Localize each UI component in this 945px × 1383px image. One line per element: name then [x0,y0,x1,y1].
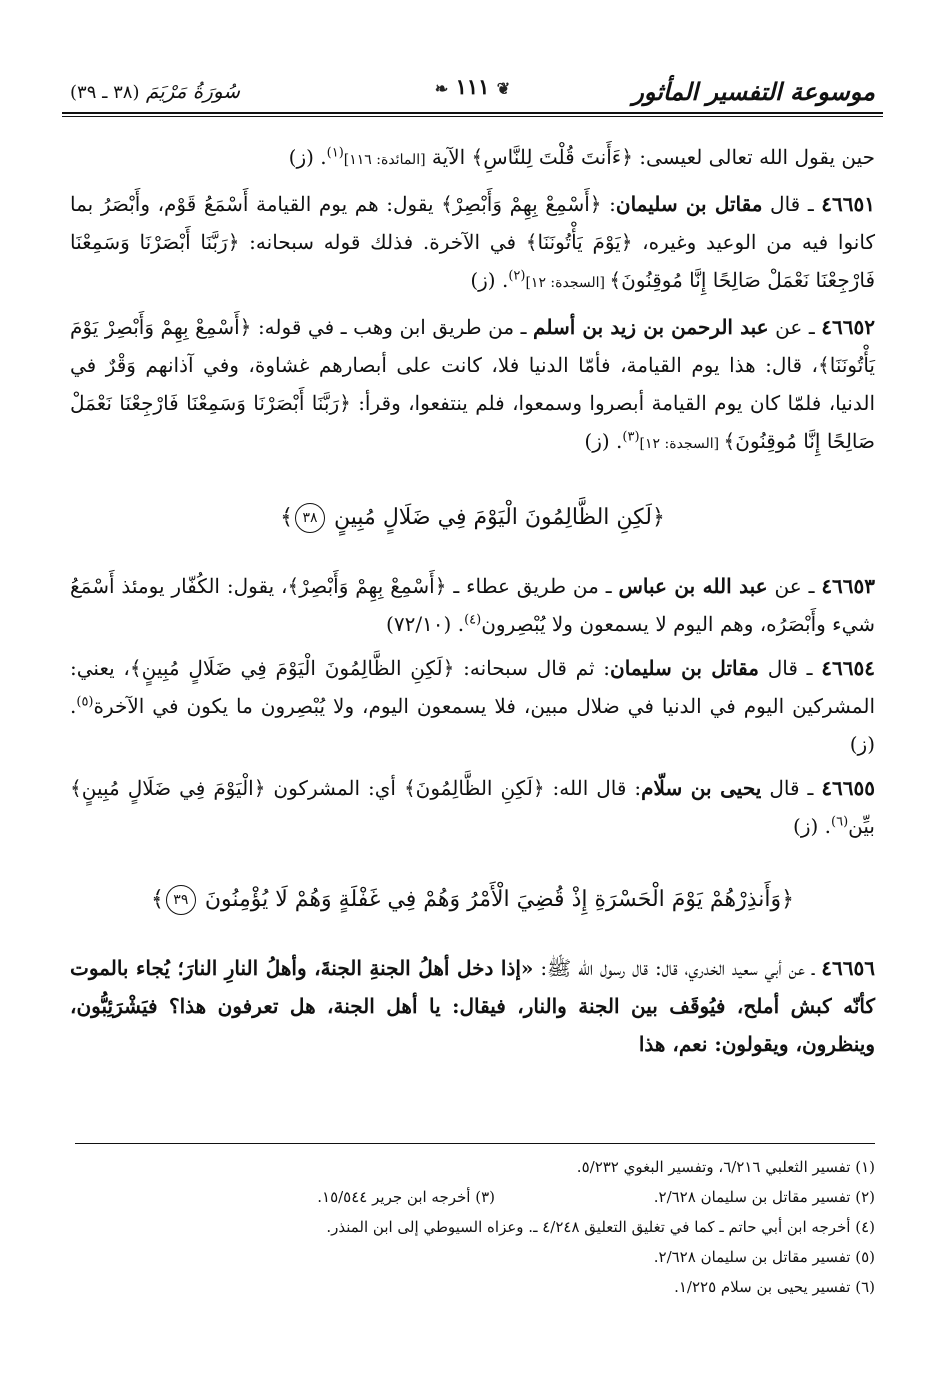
text: ـ من طريق ابن وهب ـ في قوله: [251,315,534,339]
ayah-number-badge: ٣٨ [295,503,325,533]
speaker-name: مقاتل بن سليمان [610,656,759,680]
verse-bracket: ﴾ [280,505,294,530]
entry-number: ٤٦٦٥٦ [821,956,875,980]
text: قال [767,656,798,680]
paragraph-46652: ٤٦٦٥٢ ـ عن عبد الرحمن بن زيد بن أسلم ـ من طريق ابن وهب ـ في قوله: ﴿أَسْمِعْ بِهِمْ وَأَبْصِرْ يَوْمَ يَأْتُونَنَا﴾، قال: هذا يوم القيامة، فأمّا الدنيا فلا، كانت على أبصارهم غشاوة، وفي آذانهم وَقْرٌ في الدنيا، فلمّا كان يوم القيامة أبصروا وسمعوا، فلم ينتفعوا، وقرأ: ﴿رَبَّنَا أَبْصَرْنَا وَسَمِعْنَا فَارْجِعْنَا نَعْمَلْ صَالِحًا إِنَّا مُوقِنُونَ﴾ [السجدة: ١٢]$^{(٣)}$. (ز) [70,315,875,453]
ornament-icon: ❦ [496,79,511,98]
page-header [70,68,875,114]
source-mark: . (٧٢/١٠) [386,612,465,636]
speaker-name: عبد الله بن عباس [618,574,768,598]
speaker-name: يحيى بن سلّام [641,776,762,800]
footnote-mark: (٤) [464,612,482,628]
footnote-3: (٣) أخرجه ابن جرير ١٥/٥٤٤. [317,1188,495,1206]
source-mark: . (ز) [793,814,832,838]
verse-text: ﴿لَكِنِ الظَّالِمُونَ الْيَوْمَ فِي ضَلَالٍ مُبِينٍ [334,505,665,530]
quran-quote: ﴿لَكِنِ الظَّالِمُونَ﴾ [403,776,545,800]
page-number-text: ١١١ [455,74,490,99]
entry-number: ٤٦٦٥٤ [821,656,875,680]
verse-ref: [المائدة: ١١٦] [343,152,426,168]
text: ، قال: هذا يوم القيامة، فأمّا الدنيا فلا، كانت على أبصارهم غشاوة، وفي آذانهم وَقْرٌ في الدنيا، فلمّا كان يوم القيامة أبصروا وسمعوا، فلم ينتفعوا، وقرأ: [70,353,875,415]
text: يقول: هم يوم القيامة أَسْمَعُ قَوْم، وأَبْصَرُ بما كانوا فيه من الوعيد وغيره، [70,192,875,254]
source-mark: . (ز) [288,145,327,169]
footnote-row [70,1182,875,1212]
main-content [70,138,875,1069]
paragraph-46654: ٤٦٦٥٤ ـ قال مقاتل بن سليمان: ثم قال سبحانه: ﴿لَكِنِ الظَّالِمُونَ الْيَوْمَ فِي ضَلَالٍ مُبِينٍ﴾، يعني: المشركين اليوم في الدنيا في ضلال مبين، فلا يسمعون اليوم، ولا يُبْصِرون ما يكون في الآخرة$^{(٥)}$. (ز) [70,656,875,756]
text: في الآخرة. فذلك قوله سبحانه: [239,230,526,254]
text: : [601,192,616,216]
paragraph-46656 [70,949,875,1063]
paragraph-46651: ٤٦٦٥١ ـ قال مقاتل بن سليمان: ﴿أَسْمِعْ بِهِمْ وَأَبْصِرْ﴾ يقول: هم يوم القيامة أَسْمَعُ قَوْم، وأَبْصَرُ بما كانوا فيه من الوعيد وغيره، ﴿يَوْمَ يَأْتُونَنَا﴾ في الآخرة. فذلك قوله سبحانه: ﴿رَبَّنَا أَبْصَرْنَا وَسَمِعْنَا فَارْجِعْنَا نَعْمَلْ صَالِحًا إِنَّا مُوقِنُونَ﴾ [السجدة: ١٢]$^{(٢)}$. (ز) [70,192,875,292]
text: عن [775,315,803,339]
paragraph-46655: ٤٦٦٥٥ ـ قال يحيى بن سلّام: قال الله: ﴿لَكِنِ الظَّالِمُونَ﴾ أي: المشركون ﴿الْيَوْمَ فِي ضَلَالٍ مُبِينٍ﴾ بيِّن$^{(٦)}$. (ز) [70,776,876,838]
footnote-mark: (٥) [76,694,94,710]
quran-quote: ﴿يَوْمَ يَأْتُونَنَا﴾ [525,230,633,254]
text: الآية [425,145,472,169]
text: : قال الله: [544,776,642,800]
surah-name: سُورَةُ مَرْيَمَ [145,79,241,103]
book-title: موسوعة التفسير المأثور [632,76,875,106]
quran-quote: ﴿أَسْمِعْ بِهِمْ وَأَبْصِرْ﴾ [287,574,447,598]
footnote-5: (٥) تفسير مقاتل بن سليمان ٢/٦٢٨. [653,1248,875,1266]
entry-number: ٤٦٦٥٣ [821,574,876,598]
verse-ref: [السجدة: ١٢] [525,275,610,291]
footnote-2: (٢) تفسير مقاتل بن سليمان ٢/٦٢٨. [653,1188,875,1206]
footnote-mark: (٢) [508,268,526,284]
footnote-mark: (٣) [622,429,640,445]
entry-number: ٤٦٦٥١ [821,192,875,216]
text: ، يعني: المشركين اليوم في الدنيا في ضلال مبين، فلا يسمعون اليوم، ولا يُبْصِرون ما يكون في الآخرة [70,656,875,718]
paragraph-46653: ٤٦٦٥٣ ـ عن عبد الله بن عباس ـ من طريق عطاء ـ ﴿أَسْمِعْ بِهِمْ وَأَبْصِرْ﴾، يقول: الكُفّار يومئذ أَسْمَعُ شيء وأَبْصَرُه، وهم اليوم لا يسمعون ولا يُبْصِرون$^{(٤)}$. (٧٢/١٠) [70,574,876,636]
footnote-6: (٦) تفسير يحيى بن سلام ١/٢٢٥. [674,1278,875,1296]
paragraph-continuation [70,138,875,179]
quran-quote: ﴿الْيَوْمَ فِي ضَلَالٍ مُبِينٍ﴾ [70,776,266,800]
entry-number: ٤٦٦٥٢ [821,315,875,339]
text: حين يقول الله تعالى لعيسى: [632,145,875,169]
verse-text: ﴿وَأَنذِرْهُمْ يَوْمَ الْحَسْرَةِ إِذْ قُضِيَ الْأَمْرُ وَهُمْ فِي غَفْلَةٍ وَهُمْ لَا يُؤْمِنُونَ [204,887,795,912]
speaker-name: مقاتل بن سليمان [615,192,763,216]
text: أي: المشركون [265,776,404,800]
footnote-mark: (٦) [831,814,849,830]
page-number [435,74,510,99]
quran-quote: ﴿رَبَّنَا أَبْصَرْنَا وَسَمِعْنَا فَارْجِعْنَا نَعْمَلْ صَالِحًا إِنَّا مُوقِنُونَ﴾ [70,230,875,292]
header-rule-thin [62,116,883,117]
source-mark: . (ز) [584,429,623,453]
text: قال [769,776,800,800]
text: قال [770,192,801,216]
ornament-icon: ❧ [434,79,449,98]
footnote-1: (١) تفسير الثعلبي ٦/٢١٦، وتفسير البغوي ٥/٢٣٢. [576,1158,875,1176]
ayah-number-badge: ٣٩ [166,885,196,915]
quran-quote: ﴿ءَأَنتَ قُلْتَ لِلنَّاسِ﴾ [471,145,633,169]
text: عن [774,574,802,598]
source-mark: . (ز) [470,268,509,292]
hadith-text: «إذا دخل أهلُ الجنةِ الجنةَ، وأهلُ النارِ النارَ؛ يُجاء بالموت كأنّه كبش أملح، فيُوقَف بين الجنة والنار، فيقال: يا أهل الجنة، هل تعرفون هذا؟ فيَشْرَئِبُّون، وينظرون، ويقولون: نعم، هذا [70,956,875,1056]
text: ، يقول: الكُفّار يومئذ أَسْمَعُ شيء وأَبْصَرُه، وهم اليوم لا يسمعون ولا يُبْصِرون [70,574,875,636]
header-rule [62,112,883,114]
verse-ref: [السجدة: ١٢] [639,436,724,452]
quran-quote: ﴿رَبَّنَا أَبْصَرْنَا وَسَمِعْنَا فَارْجِعْنَا نَعْمَلْ صَالِحًا إِنَّا مُوقِنُونَ﴾ [70,391,875,453]
verse-range: (٣٨ ـ ٣٩) [70,82,140,103]
verse-bracket: ﴾ [150,887,164,912]
verse-heading-38 [70,499,875,537]
footnote-mark: (١) [326,145,344,161]
footnote-rule [75,1143,875,1144]
verse-heading-39 [70,881,875,919]
quran-quote: ﴿لَكِنِ الظَّالِمُونَ الْيَوْمَ فِي ضَلَالٍ مُبِينٍ﴾ [129,656,455,680]
surah-header [70,79,240,103]
text: بيِّن [848,814,875,838]
entry-number: ٤٦٦٥٥ [821,776,876,800]
source-mark: . (ز) [70,694,875,756]
text: : ثم قال سبحانه: [454,656,611,680]
quran-quote: ﴿أَسْمِعْ بِهِمْ وَأَبْصِرْ﴾ [441,192,602,216]
text: ـ عن أبي سعيد الخدري، قال: قال رسول الله ﷺ: [533,956,815,980]
speaker-name: عبد الرحمن بن زيد بن أسلم [533,315,769,339]
quran-quote: ﴿أَسْمِعْ بِهِمْ وَأَبْصِرْ يَوْمَ يَأْتُونَنَا﴾ [70,315,875,377]
footnotes [70,1152,875,1302]
footnote-4: (٤) أخرجه ابن أبي حاتم ـ كما في تغليق التعليق ٤/٢٤٨ ـ. وعزاه السيوطي إلى ابن المنذر. [326,1218,875,1236]
text: ـ من طريق عطاء ـ [446,574,619,598]
